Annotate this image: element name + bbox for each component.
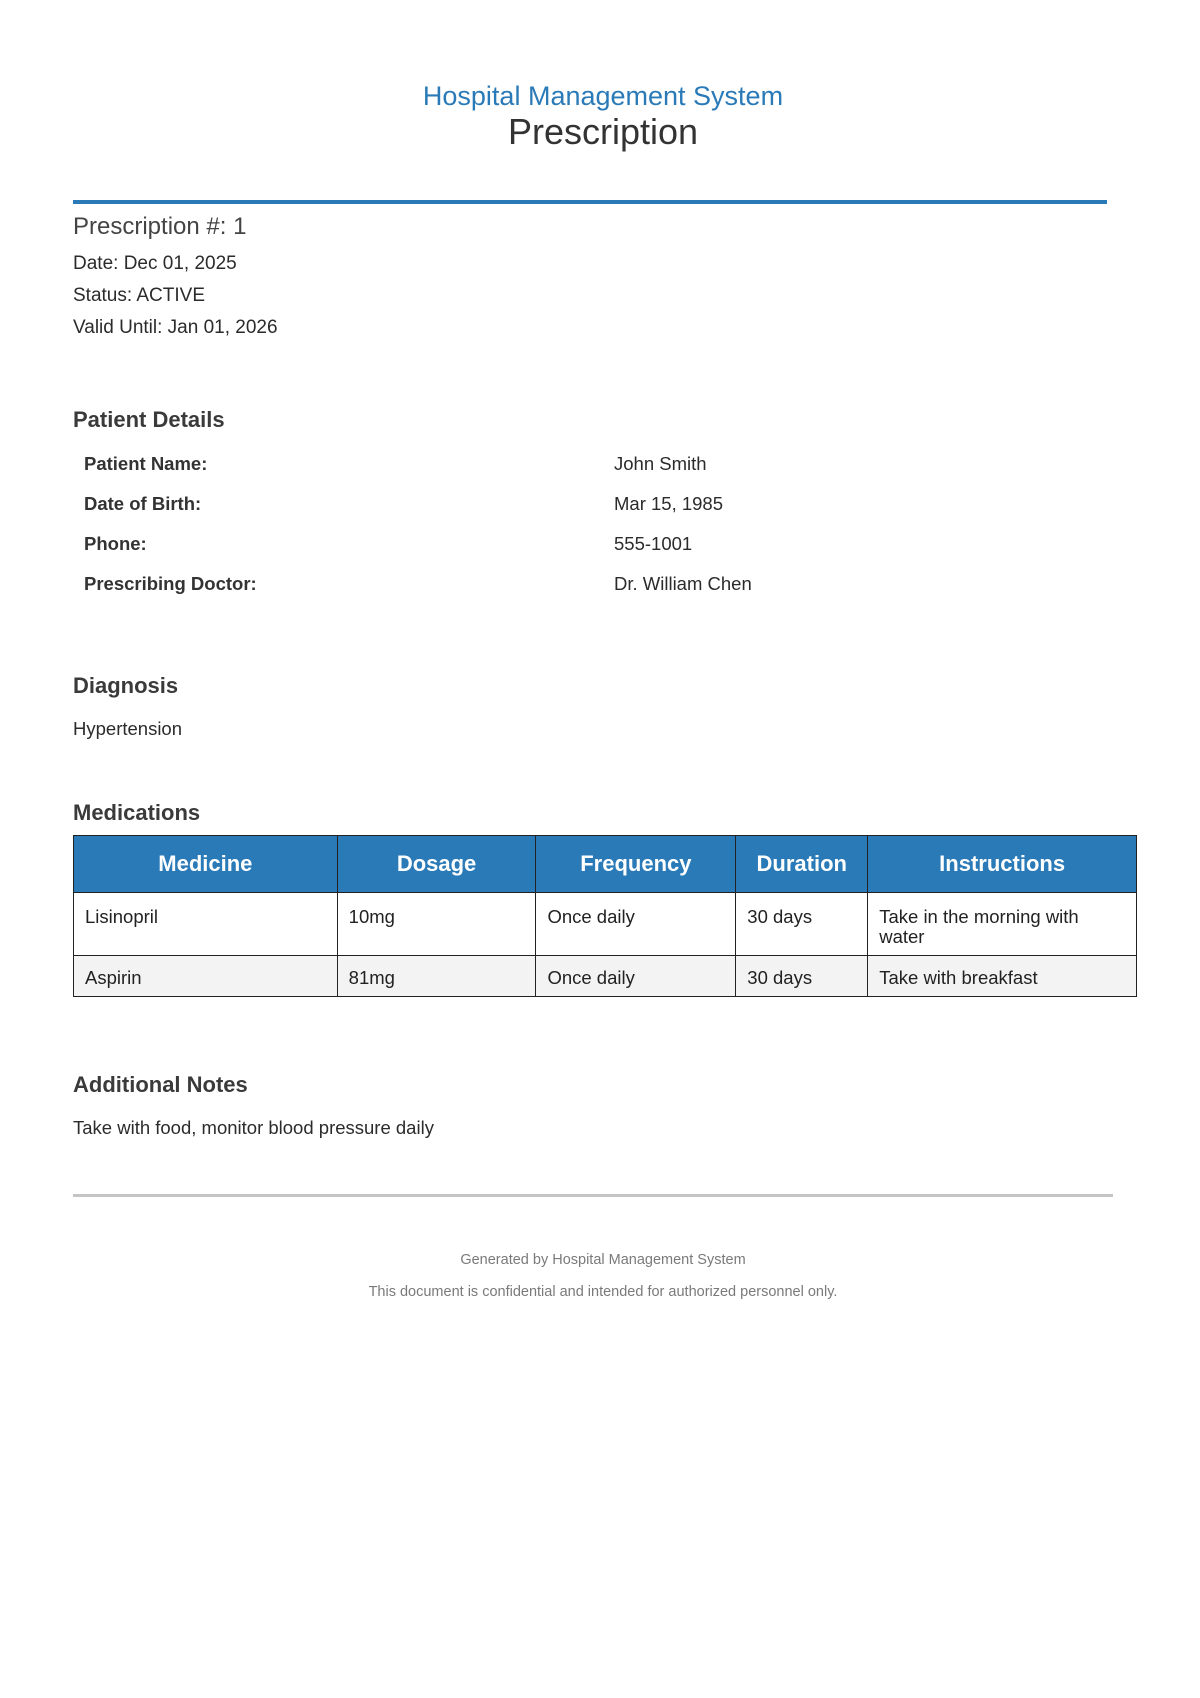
prescription-date: Date: Dec 01, 2025 xyxy=(73,253,237,274)
system-name: Hospital Management System xyxy=(422,81,784,111)
diagnosis-heading: Diagnosis xyxy=(73,673,179,698)
prescription-meta xyxy=(73,212,278,344)
instructions-cell: Take with breakfast xyxy=(868,956,1137,997)
detail-value: Mar 15, 1985 xyxy=(614,493,724,514)
detail-label: Prescribing Doctor: xyxy=(84,573,257,594)
medicine-cell: Lisinopril xyxy=(74,893,338,956)
frequency-cell: Once daily xyxy=(536,893,736,956)
additional-notes-heading: Additional Notes xyxy=(73,1072,248,1097)
dosage-cell: 10mg xyxy=(337,893,536,956)
additional-notes-text: Take with food, monitor blood pressure daily xyxy=(73,1117,434,1138)
detail-label: Patient Name: xyxy=(84,453,208,474)
header-divider xyxy=(73,200,1107,204)
footer-generated-by: Generated by Hospital Management System xyxy=(460,1252,746,1268)
prescription-status: Status: ACTIVE xyxy=(73,285,205,306)
detail-value: John Smith xyxy=(614,453,707,474)
prescription-number: Prescription #: 1 xyxy=(73,213,247,240)
instructions-cell: Take in the morning with water xyxy=(868,893,1137,956)
table-row xyxy=(74,893,1137,956)
footer-confidential-notice: This document is confidential and intended for authorized personnel only. xyxy=(368,1284,838,1300)
page-title: Prescription xyxy=(507,111,699,152)
medicine-cell: Aspirin xyxy=(74,956,338,997)
detail-value: Dr. William Chen xyxy=(614,573,752,594)
prescription-valid-until: Valid Until: Jan 01, 2026 xyxy=(73,317,278,338)
patient-details-heading: Patient Details xyxy=(73,407,225,432)
medications-table xyxy=(73,835,1137,997)
duration-cell: 30 days xyxy=(736,956,868,997)
column-header-duration: Duration xyxy=(736,836,868,893)
column-header-medicine: Medicine xyxy=(74,836,338,893)
dosage-cell: 81mg xyxy=(337,956,536,997)
frequency-cell: Once daily xyxy=(536,956,736,997)
column-header-dosage: Dosage xyxy=(337,836,536,893)
table-header-row xyxy=(74,836,1137,893)
footer-divider xyxy=(73,1194,1113,1197)
table-row xyxy=(74,956,1137,997)
column-header-frequency: Frequency xyxy=(536,836,736,893)
diagnosis-text: Hypertension xyxy=(73,718,183,739)
document-footer xyxy=(0,1244,1200,1308)
duration-cell: 30 days xyxy=(736,893,868,956)
document-header xyxy=(0,80,1200,152)
detail-value: 555-1001 xyxy=(614,533,693,554)
column-header-instructions: Instructions xyxy=(868,836,1137,893)
medications-heading: Medications xyxy=(73,800,201,825)
detail-label: Phone: xyxy=(84,533,147,554)
detail-label: Date of Birth: xyxy=(84,493,202,514)
